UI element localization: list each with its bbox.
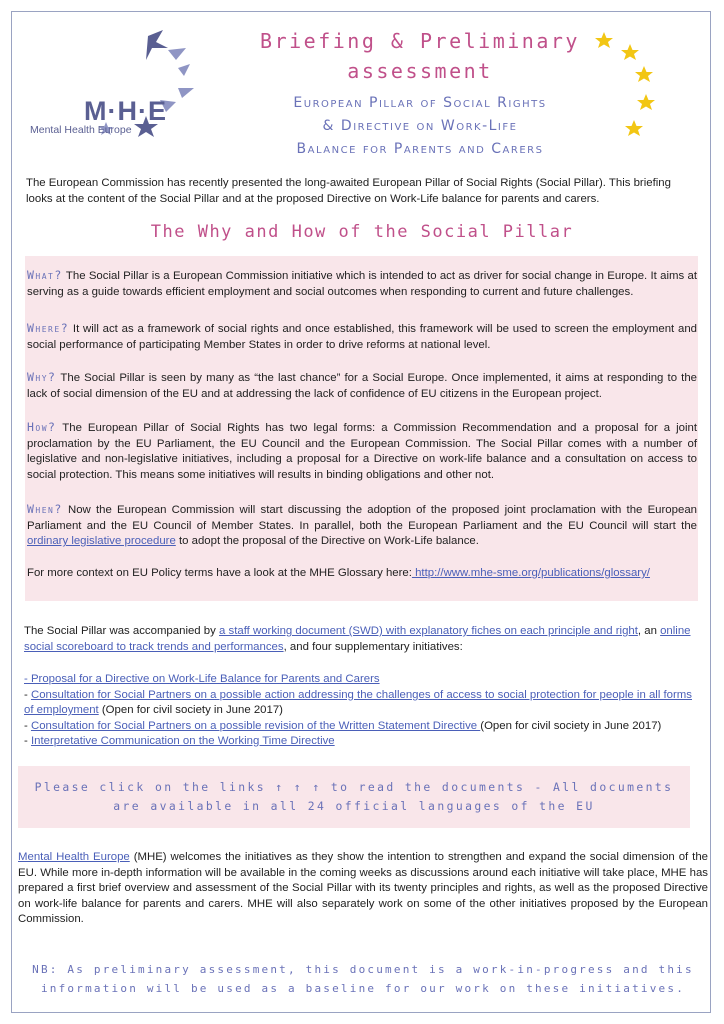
qa-answer: Now the European Commission will start discussing the adoption of the proposed joint proclamation with the European Parliament and the EU Council of Member States. In parallel, both the European Parliament and the EU Council will start the: [27, 504, 697, 532]
initiative-link[interactable]: - Proposal for a Directive on Work-Life Balance for Parents and Carers: [24, 673, 380, 685]
qa-question: When?: [27, 502, 63, 516]
text: , and four supplementary initiatives:: [283, 640, 463, 653]
initiatives-list: [24, 672, 704, 750]
subtitle-line: & Directive on Work-Life: [322, 118, 518, 134]
bullet: -: [24, 719, 31, 732]
text: The Social Pillar was accompanied by: [24, 625, 219, 637]
text: , an: [637, 625, 661, 637]
list-item: [24, 672, 704, 688]
bullet: -: [24, 735, 31, 747]
qa-when: [27, 502, 697, 550]
nb-note: NB: As preliminary assessment, this document is a work-in-progress and this information will be used as a baseline for our work on these initiatives.: [32, 963, 694, 995]
qa-question: What?: [27, 268, 63, 282]
initiative-link[interactable]: Consultation for Social Partners on a possible revision of the Written Statement Directive: [30, 719, 481, 732]
logo-mark: M·H·E: [84, 96, 167, 126]
qa-answer-tail: to adopt the proposal of the Directive on Work-Life balance.: [178, 535, 479, 547]
ordinary-legislative-procedure-link[interactable]: ordinary legislative procedure: [27, 535, 176, 547]
callout-text: Please click on the links ↑ ↑ ↑ to read the documents - All documents are available in all 24 official languages of the EU: [34, 780, 674, 813]
qa-where: [27, 321, 697, 353]
list-item: [24, 719, 704, 735]
section-title: The Why and How of the Social Pillar: [150, 222, 574, 242]
page-title: Briefing & Preliminary assessment: [260, 29, 580, 83]
mhe-link[interactable]: Mental Health Europe: [18, 851, 130, 863]
qa-question: Where?: [27, 321, 70, 335]
qa-how: [27, 420, 697, 483]
mhe-text: (MHE) welcomes the initiatives as they show the intention to strengthen and expand the social dimension of the EU. While more in-depth information will be available in the coming weeks as discussions around each initiative will take place, MHE has prepared a first brief overview and assessment of the Social Pillar with its twenty principles and rights, as well as the proposed Directive on work-life balance for parents and carers. MHE will also separately work on some of the other initiatives proposed by the European Commission.: [18, 851, 708, 926]
mhe-logo: [28, 26, 208, 146]
qa-answer: The Social Pillar is a European Commission initiative which is intended to act as driver for social change in Europe. It aims at serving as a guide towards efficient employment and social outcomes when responding to current and future challenges.: [27, 270, 697, 298]
qa-answer: The European Pillar of Social Rights has two legal forms: a Commission Recommendation and a proposal for a joint proclamation by the EU Parliament, the EU Council and the European Commission. The Social Pillar comes with a number of legislative and non-legislative initiatives, including a proposal for a Directive on work-life balance and a consultation on access to social protection. This means some initiatives will results in binding obligations and other not.: [27, 422, 697, 481]
initiative-link[interactable]: Interpretative Communication on the Working Time Directive: [30, 735, 335, 747]
list-item: [24, 688, 704, 719]
initiative-note: (Open for civil society in June 2017): [98, 704, 283, 716]
qa-question: How?: [27, 420, 57, 434]
glossary-note: [27, 566, 697, 582]
bullet: -: [24, 688, 31, 701]
glossary-text: For more context on EU Policy terms have a look at the MHE Glossary here:: [27, 567, 412, 579]
qa-question: Why?: [27, 370, 57, 384]
accompanied-paragraph: [24, 624, 704, 655]
list-item: [24, 734, 704, 750]
eu-stars-icon: [592, 30, 662, 140]
mhe-paragraph: [18, 850, 708, 928]
intro-paragraph: The European Commission has recently presented the long-awaited European Pillar of Social Rights (Social Pillar). This briefing looks at the content of the Social Pillar and at the proposed Directive on Work-Life balance for parents and carers.: [26, 177, 671, 205]
swd-link[interactable]: a staff working document (SWD) with explanatory fiches on each principle and right: [219, 625, 638, 637]
initiative-link[interactable]: Consultation for Social Partners on a possible action addressing the challenges of access to social protection for people in all forms of employment: [24, 688, 692, 716]
page-subtitle: [230, 92, 610, 161]
qa-why: [27, 370, 697, 402]
qa-answer: It will act as a framework of social rights and once established, this framework will be used to screen the employment and social performance of participating Member States in order to drive reforms at national level.: [27, 323, 697, 351]
qa-answer: The Social Pillar is seen by many as “the last chance” for a Social Europe. Once implemented, it aims at responding to the lack of social dimension of the EU and at addressing the lack of confidence of EU citizens in the European project.: [27, 372, 697, 400]
initiative-note: (Open for civil society in June 2017): [480, 719, 662, 732]
logo-name: Mental Health Europe: [30, 124, 132, 136]
scoreboard-link[interactable]: online social scoreboard to track trends and performances: [24, 625, 691, 653]
subtitle-line: European Pillar of Social Rights: [293, 95, 547, 111]
subtitle-line: Balance for Parents and Carers: [296, 141, 544, 157]
glossary-link[interactable]: http://www.mhe-sme.org/publications/glossary/: [411, 567, 650, 579]
qa-what: [27, 268, 697, 300]
